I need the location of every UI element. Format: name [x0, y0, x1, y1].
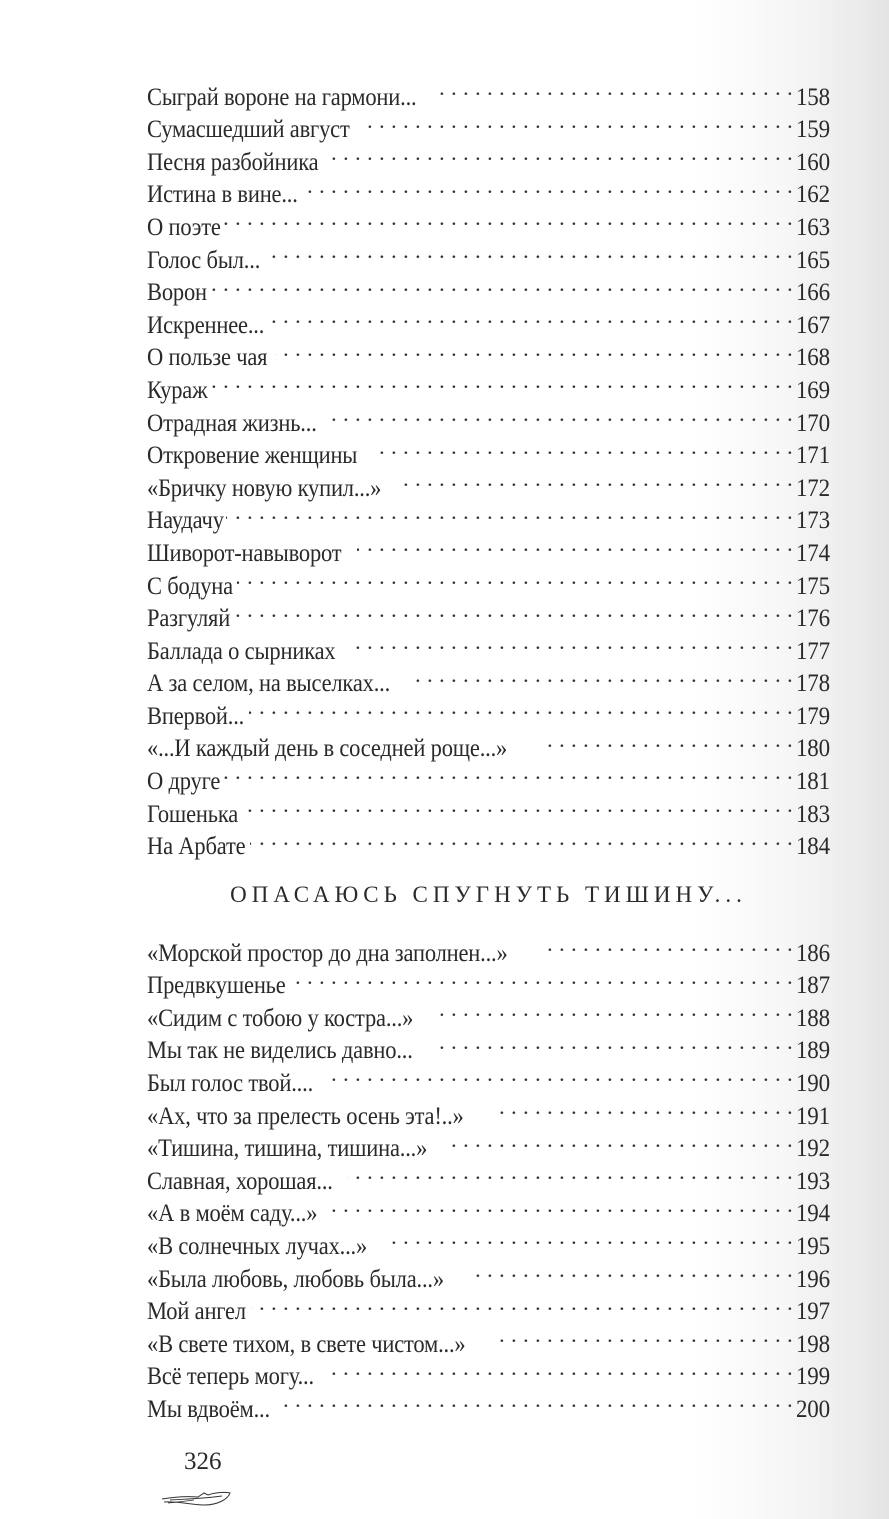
- toc-entry-title: Предвкушенье: [147, 972, 286, 1000]
- toc-entry-title: Всё теперь могу...: [147, 1363, 314, 1391]
- toc-entry-page: 159: [796, 116, 830, 144]
- dot-leader: [452, 1124, 793, 1157]
- toc-entry-title: О друге: [147, 768, 221, 796]
- toc-entry-page: 178: [796, 670, 830, 698]
- toc-entry-page: 195: [796, 1232, 830, 1260]
- dot-leader: [440, 72, 793, 105]
- toc-section-1: [147, 72, 830, 861]
- toc-entry-page: 169: [796, 376, 830, 404]
- dot-leader: [325, 1058, 793, 1091]
- dot-leader: [275, 333, 793, 366]
- toc-entry: [147, 928, 830, 967]
- toc-entry: [147, 822, 830, 861]
- toc-entry-title: Кураж: [147, 376, 208, 404]
- toc-entry: [147, 496, 830, 535]
- toc-entry-title: «А в моём саду...»: [147, 1200, 318, 1228]
- dot-leader: [401, 463, 793, 496]
- dot-leader: [471, 1254, 793, 1287]
- toc-entry-page: 160: [796, 148, 830, 176]
- toc-entry-title: Славная, хорошая...: [147, 1167, 333, 1195]
- toc-entry-page: 191: [796, 1102, 830, 1130]
- toc-entry: [147, 528, 830, 567]
- toc-entry-title: Песня разбойника: [147, 148, 319, 176]
- toc-entry-title: «В солнечных лучах...»: [147, 1232, 368, 1260]
- dot-leader: [249, 691, 793, 724]
- toc-entry-title: Откровение женщины: [147, 442, 358, 470]
- toc-entry-page: 158: [796, 83, 830, 111]
- toc-entry: [147, 724, 830, 763]
- toc-entry-title: Мы так не виделись давно...: [147, 1037, 413, 1065]
- toc-entry-title: Гошенька: [147, 800, 239, 828]
- dot-leader: [222, 756, 793, 789]
- toc-entry-page: 181: [796, 768, 830, 796]
- toc-entry-title: Искреннее...: [147, 311, 265, 339]
- dot-leader: [542, 928, 793, 961]
- toc-entry-title: Наудачу: [147, 507, 224, 535]
- toc-section-2: [147, 928, 830, 1423]
- toc-entry-title: О пользе чая: [147, 344, 268, 372]
- toc-entry-title: Сыграй вороне на гармони...: [147, 83, 417, 111]
- toc-entry-page: 162: [796, 181, 830, 209]
- toc-entry-page: 171: [796, 442, 830, 470]
- toc-entry-title: «...И каждый день в соседней роще...»: [147, 735, 508, 763]
- toc-entry-title: Мы вдвоём...: [147, 1395, 270, 1423]
- toc-entry-title: Истина в вине...: [147, 181, 298, 209]
- toc-entry-page: 180: [796, 735, 830, 763]
- toc-entry: [147, 756, 830, 796]
- toc-entry-page: 186: [796, 939, 830, 967]
- toc-entry: [147, 72, 830, 111]
- toc-entry-page: 190: [796, 1069, 830, 1097]
- toc-entry-page: 188: [796, 1004, 830, 1032]
- dot-leader: [308, 170, 793, 203]
- toc-entry-title: Голос был...: [147, 246, 261, 274]
- dot-leader: [357, 528, 793, 561]
- toc-entry-page: 194: [796, 1200, 830, 1228]
- toc-entry-page: 175: [796, 572, 830, 600]
- page-number: 326: [184, 1448, 222, 1475]
- toc-entry-title: «В свете тихом, в свете чистом...»: [147, 1330, 466, 1358]
- toc-entry-page: 193: [796, 1167, 830, 1195]
- dot-leader: [350, 626, 793, 659]
- dot-leader: [223, 202, 793, 235]
- toc-entry-page: 198: [796, 1330, 830, 1358]
- toc-entry: [147, 594, 830, 633]
- dot-leader: [375, 431, 793, 464]
- toc-entry-page: 176: [796, 605, 830, 633]
- toc-entry-title: Разгуляй: [147, 605, 231, 633]
- toc-entry: [147, 691, 830, 730]
- toc-entry-page: 196: [796, 1265, 830, 1293]
- dot-leader: [436, 1026, 793, 1059]
- toc-entry-page: 165: [796, 246, 830, 274]
- toc-entry-page: 177: [796, 637, 830, 665]
- toc-entry-title: А за селом, на выселках...: [147, 670, 391, 698]
- section-heading: ОПАСАЮСЬ СПУГНУТЬ ТИШИНУ...: [230, 882, 747, 907]
- dot-leader: [329, 398, 793, 431]
- toc-entry-title: «Морской простор до дна заполнен...»: [147, 939, 508, 967]
- toc-entry: [147, 202, 830, 241]
- dot-leader: [411, 659, 793, 692]
- toc-entry-title: О поэте: [147, 213, 221, 241]
- toc-entry: [147, 561, 830, 600]
- toc-entry: [147, 398, 830, 437]
- toc-entry-page: 172: [796, 474, 830, 502]
- dot-leader: [495, 1319, 793, 1352]
- toc-entry-page: 167: [796, 311, 830, 339]
- dot-leader: [267, 235, 793, 268]
- toc-entry-title: «Бричку новую купил...»: [147, 474, 382, 502]
- dot-leader: [541, 724, 793, 757]
- toc-entry-page: 189: [796, 1037, 830, 1065]
- toc-entry-title: «Ах, что за прелесть осень эта!..»: [147, 1102, 464, 1130]
- toc-entry-title: Мой ангел: [147, 1298, 246, 1326]
- dot-leader: [208, 365, 793, 398]
- toc-entry: [147, 789, 830, 828]
- toc-entry-page: 187: [796, 972, 830, 1000]
- toc-entry-page: 179: [796, 702, 830, 730]
- toc-entry-title: С бодуна: [147, 572, 233, 600]
- dot-leader: [366, 105, 793, 138]
- toc-entry-page: 197: [796, 1298, 830, 1326]
- toc-entry-page: 163: [796, 213, 830, 241]
- dot-leader: [437, 993, 793, 1026]
- dot-leader: [237, 561, 794, 594]
- toc-entry-page: 184: [796, 833, 830, 861]
- dot-leader: [208, 268, 794, 301]
- toc-entry-page: 173: [796, 507, 830, 535]
- dot-leader: [332, 137, 794, 170]
- toc-entry-page: 199: [796, 1363, 830, 1391]
- toc-entry-page: 192: [796, 1135, 830, 1163]
- dot-leader: [295, 961, 793, 994]
- toc-entry-title: Баллада о сырниках: [147, 637, 336, 665]
- dot-leader: [250, 822, 793, 855]
- toc-entry-page: 166: [796, 279, 830, 307]
- toc-entry-page: 200: [796, 1395, 830, 1423]
- dot-leader: [233, 594, 793, 627]
- toc-entry-title: «Была любовь, любовь была...»: [147, 1265, 444, 1293]
- toc-entry-title: Отрадная жизнь...: [147, 409, 317, 437]
- toc-entry-page: 174: [796, 539, 830, 567]
- toc-entry-title: Был голос твой....: [147, 1069, 314, 1097]
- toc-entry-title: Ворон: [147, 279, 207, 307]
- toc-entry-title: Впервой...: [147, 702, 245, 730]
- toc-entry-title: Сумасшедший август: [147, 116, 350, 144]
- feather-icon: [160, 1487, 232, 1509]
- dot-leader: [347, 1156, 793, 1189]
- toc-entry-title: «Сидим с тобою у костра...»: [147, 1004, 414, 1032]
- toc-entry: [147, 235, 830, 274]
- toc-entry-title: «Тишина, тишина, тишина...»: [147, 1135, 428, 1163]
- toc-entry-title: На Арбате: [147, 833, 246, 861]
- dot-leader: [242, 789, 793, 822]
- dot-leader: [330, 1189, 793, 1222]
- dot-leader: [251, 1287, 793, 1320]
- dot-leader: [386, 1221, 794, 1254]
- dot-leader: [226, 496, 793, 529]
- toc-entry: [147, 1319, 830, 1358]
- toc-entry: [147, 268, 830, 307]
- dot-leader: [271, 300, 793, 333]
- toc-entry-page: 183: [796, 800, 830, 828]
- toc-entry-page: 168: [796, 344, 830, 372]
- dot-leader: [327, 1352, 794, 1385]
- toc-entry-title: Шиворот-навыворот: [147, 539, 342, 567]
- toc-entry: [147, 626, 830, 665]
- toc-entry-page: 170: [796, 409, 830, 437]
- dot-leader: [278, 1384, 794, 1417]
- dot-leader: [493, 1091, 793, 1124]
- toc-entry: [147, 365, 830, 404]
- toc-entry: [147, 300, 830, 339]
